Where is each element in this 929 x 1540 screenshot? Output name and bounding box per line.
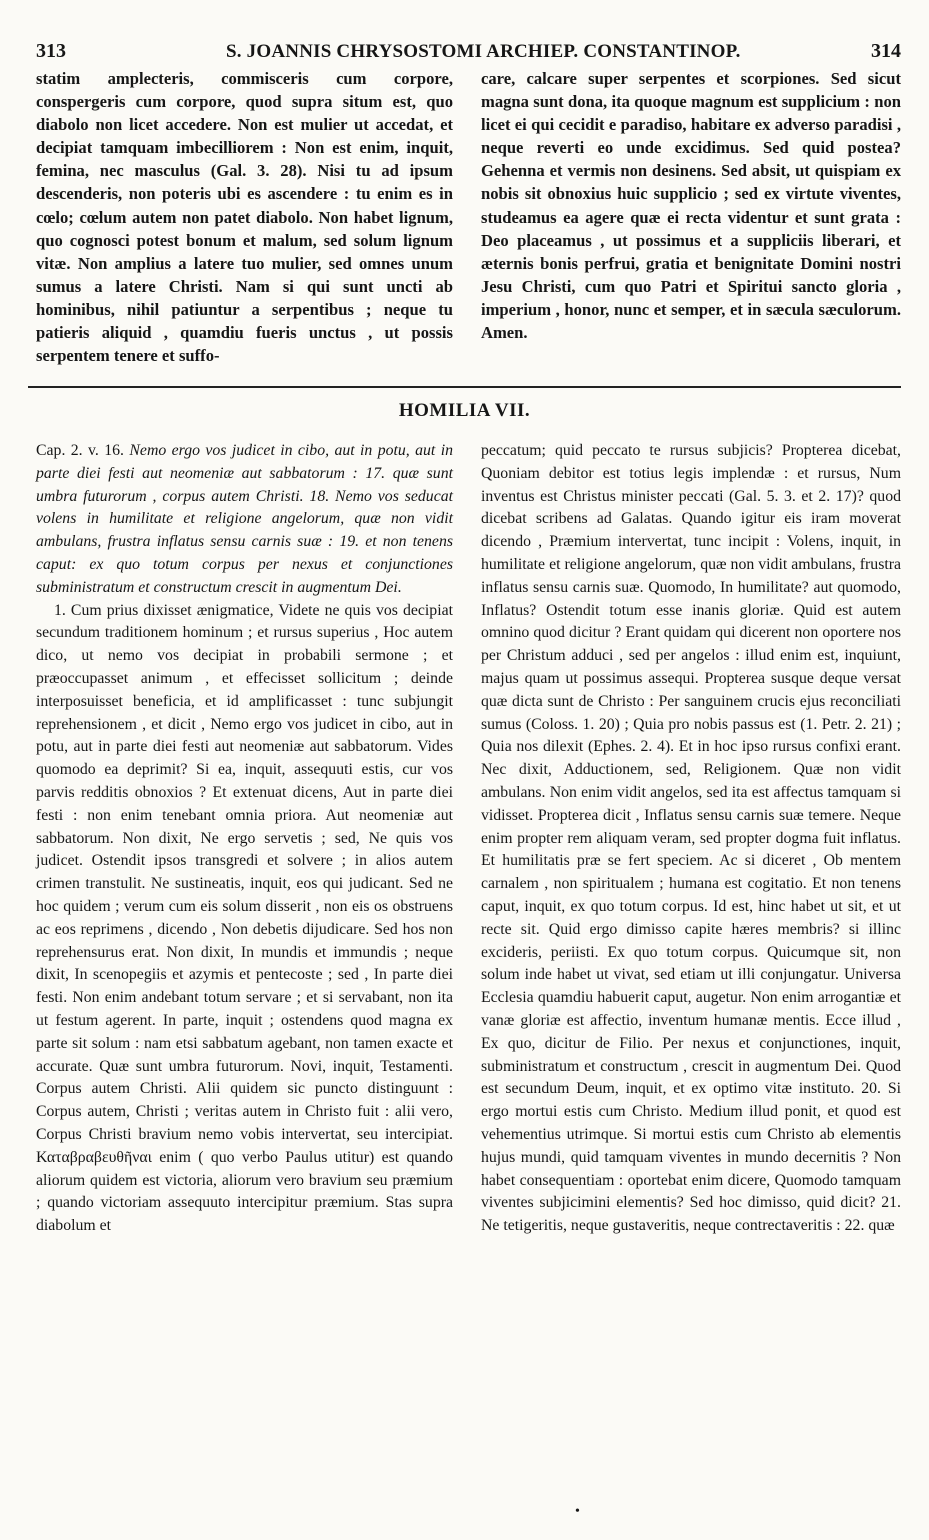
top-right-column	[481, 67, 901, 344]
commentary-paragraph-continued: peccatum; quid peccato te rursus subjicis? Propterea dicebat, Quoniam debitor est totius legis implendæ : et rursus, Num inventus est Christus minister peccati (Gal. 5. 3. et 2. 17)? quod dicebat scribens ad Galatas. Quando igitur eis iram moverat dicendo , Præmium intervertat, tunc incipit : Volens, inquit, in humilitate et religione angelorum, quæ non vidit ambulans, frustra inflatus sensu carnis suæ. Quomodo, In humilitate? aut quomodo, Inflatus? Ostendit totum esse inanis gloriæ. Quid est autem omnino quod dicitur ? Erant quidam qui dicerent non oportere nos per Christum adduci , sed per angelos : illud enim est, inquiunt, majus quam ut possimus assequi. Propterea susque deque versat quæ dicta sunt de Christo : Per sanguinem crucis ejus reconciliati sumus (Coloss. 1. 20) ; Quia pro nobis passus est (1. Petr. 2. 21) ; Quia nos dilexit (Ephes. 2. 4). Et in hoc ipso rursus confixi erant. Nec dixit, Adductionem, sed, Religionem. Quæ non vidit ambulans. Non enim vidit angelos, sed ita est affectus tamquam si vidisset. Propterea dicit , Inflatus sensu carnis suæ temere. Neque enim propter rem aliquam veram, sed propter dogma fuit inflatus. Et humilitatis præ se fert speciem. Ac si diceret , Ob mentem carnalem , non spiritualem ; humana est cogitatio. Et non tenens caput, inquit, ex quo totum corpus. Id est, hinc habet ut sit, et ut recte sit. Quid ergo dimisso capite hæres membris? si illinc excideris, periisti. Ex quo totum corpus. Quicumque sit, non solum inde habet ut vivat, sed etiam ut illi conjungatur. Universa Ecclesia quamdiu habuerit caput, augetur. Non enim arrogantiæ et vanæ gloriæ est affectio, inventum humanæ mentis. Ecce illud , Ex quo, dicitur de Filio. Per nexus et conjunctiones, inquit, subministratum et constructum , crescit in augmentum Dei. Quod est secundum Deum, inquit, et ex optimo vitæ instituto. 20. Si ergo mortui estis cum Christo. Medium illud ponit, et quod est vehementius utrimque. Si mortui estis cum Christo ab elementis hujus mundi, quid tamquam viventes in mundo decernitis ? Non habet consequentiam : oportebat enim dicere, Quomodo tamquam viventes subjicimini elementis? Sed hoc dimisso, quid dicit? 21. Ne tetigeritis, neque gustaveritis, neque contrectaveritis : 22. quæ	[481, 442, 901, 1235]
scripture-passage	[36, 440, 453, 600]
page-number-right: 314	[871, 40, 901, 62]
homily-title: HOMILIA VII.	[398, 400, 531, 421]
section-divider	[28, 386, 901, 388]
top-left-column	[36, 67, 453, 367]
bottom-right-column	[481, 440, 901, 1238]
commentary-paragraph-1: 1. Cum prius dixisset ænigmatice, Videte ne quis vos decipiat secundum traditionem hominum ; et rursus superius , Hoc autem dico, ut nemo vos decipiat in probabili sermone ; et præoccupasset animum , et effecisset sollicitum ; deinde interposuisset beneficia, et id amplificasset : tunc subjungit reprehensionem , et dicit , Nemo ergo vos judicet in cibo, aut in potu, aut in parte diei festi aut neomeniæ aut sabbatorum. Vides quomodo ea deprimit? Si ea, inquit, assequuti estis, cur vos parvis redditis obnoxios ? Et extenuat dicens, Aut in parte diei festi : non enim tenebant omnia priora. Aut neomeniæ aut sabbatorum. Non dixit, Ne ergo servetis ; sed, Ne quis vos judicet. Ostendit ipsos transgredi et solvere ; in alios autem crimen transtulit. Ne sustineatis, inquit, eos qui judicant. Sed ne hoc quidem ; verum cum eis solum disserit , non eis os obstruens ac eos reprimens , dicendo , Non debetis dijudicare. Sed hos non reprehensurus erat. Non dixit, In mundis et immundis ; neque dixit, In scenopegiis et azymis et pentecoste ; sed , In parte diei festi. Non enim andebant totum servare ; et si servabant, non ita ut festum agerent. In parte, inquit ; ostendens quod magna ex parte sit solum : nam etsi sabbatum agebant, non tamen exacte et accurate. Quæ sunt umbra futurorum. Novi, inquit, Testamenti. Corpus autem Christi. Alii quidem sic puncto distinguunt : Corpus autem, Christi ; veritas autem in Christo fuit : alii vero, Corpus Christi bravium nemo vobis intervertat, seu intercipiat. Καταβραβευθῆναι enim ( quo verbo Paulus utitur) est quando aliorum quidem est victoria, aliorum vero bravium seu præmium ; quando victoriam assequuto intercipitur præmium. Stas supra diabolum et	[36, 601, 453, 1235]
homily-body	[36, 440, 901, 1480]
bottom-left-column	[36, 440, 453, 1238]
running-title: S. JOANNIS CHRYSOSTOMI ARCHIEP. CONSTANTINOP.	[226, 41, 741, 62]
scripture-text: Nemo ergo vos judicet in cibo, aut in potu, aut in parte diei festi aut neomeniæ aut sabbatorum : 17. quæ sunt umbra futurorum , corpus autem Christi. 18. Nemo vos seducat volens in humilitate et religione angelorum, quæ non vidit ambulans, frustra inflatus sensu carnis suæ : 19. et non tenens caput: ex quo totum corpus per nexus et conjunctiones subministratum et constructum crescit in augmentum Dei.	[36, 442, 453, 596]
previous-homily-ending	[36, 67, 901, 373]
running-head	[36, 40, 901, 66]
page-number-left: 313	[36, 40, 66, 62]
top-left-text: statim amplecteris, commisceris cum corpore, conspergeris cum corpore, quod supra situm est, quo diabolo non licet accedere. Non est mulier ut accedat, et decipiat tamquam imbecilliorem : Non est enim, inquit, femina, nec masculus (Gal. 3. 28). Nisi tu ad ipsum descenderis, non poteris ubi es ascendere : tu enim es in cœlo; cœlum autem non patet diabolo. Non habet lignum, quo cognosci potest bonum et malum, sed solum lignum vitæ. Non amplius a latere tuo mulier, sed omnes unum sumus a latere Christi. Nam si qui sunt uncti ab hominibus, nihil patiuntur a serpentibus ; neque tu patieris aliquid , quamdiu fueris unctus , ut possis serpentem tenere et suffo-	[36, 69, 453, 366]
footer-mark: •	[575, 1504, 580, 1519]
chapter-verse-label: Cap. 2. v. 16.	[36, 442, 124, 459]
top-right-text: care, calcare super serpentes et scorpiones. Sed sicut magna sunt dona, ita quoque magnum est supplicium : non licet ei qui cecidit e paradiso, habitare ex adverso paradisi , neque reverti eo unde excidimus. Sed quid postea? Gehenna et vermis non desinens. Sed absit, ut quispiam ex nobis sit obnoxius huic supplicio ; sed ex virtute viventes, studeamus ea agere quæ ei recta videntur et sunt grata : Deo placeamus , ut possimus et a suppliciis liberari, et æternis bonis perfrui, gratia et benignitate Domini nostri Jesu Christi, cum quo Patri et Spiritui sancto gloria , imperium , honor, nunc et semper, et in sæcula sæculorum. Amen.	[481, 69, 901, 343]
